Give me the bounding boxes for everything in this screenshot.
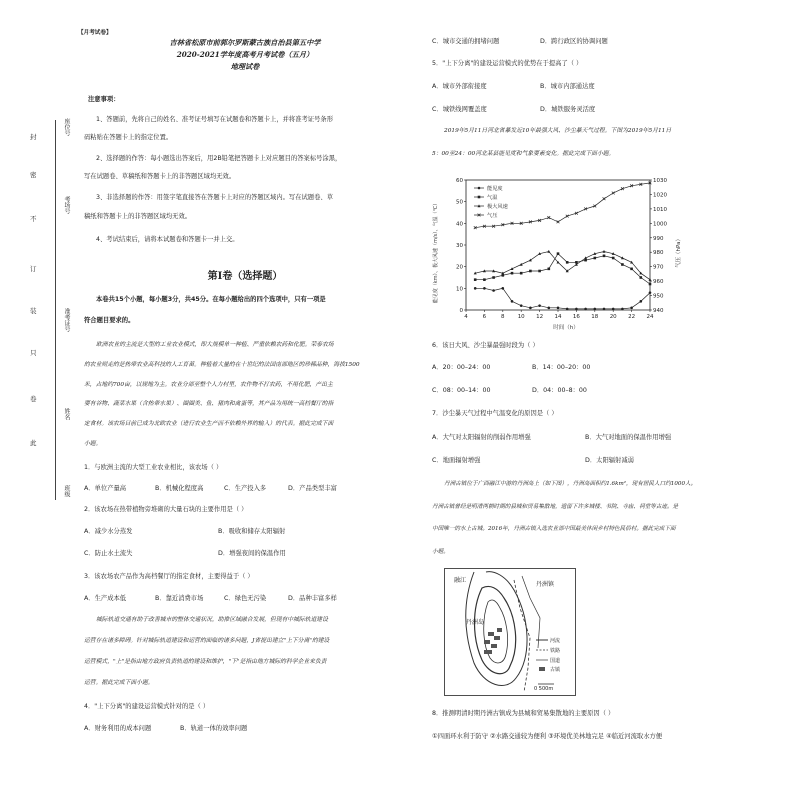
data-point (538, 304, 541, 307)
passage-line: 要有谷物、蔬菜水果（含热带水果）、圈圈类、鱼、猪肉和禽蛋等，其产品为用统一高档餐厅的指 (84, 401, 334, 407)
data-point (612, 257, 615, 260)
data-point (511, 300, 514, 303)
old-town-block (484, 650, 492, 654)
name-field: 姓名 (63, 408, 70, 420)
binding-char: 装 (30, 307, 37, 315)
passage-line: 丹洲古镇曾经是明清两朝时期的县城和贸易集散地，遗留下许多城楼、书院、寺庙、祠堂等古迹。是 (432, 504, 679, 510)
danzhou-map (444, 568, 576, 696)
question-options: ①四面环水利于防守 ②水路交通较为便利 ③环境优美林地完足 ④临近河流取水方便 (432, 733, 663, 740)
data-point (566, 261, 569, 264)
data-point (630, 268, 633, 271)
question-stem: 8．推测明清时期丹洲古镇成为县城和贸易集散地的主要原因（ ） (432, 710, 615, 717)
option-d: D．增强夜间的保温作用 (218, 550, 286, 557)
option-a: A．20：00–24：00 (432, 364, 491, 371)
data-point (584, 308, 587, 311)
old-town-block (491, 644, 497, 648)
data-point (594, 257, 597, 260)
notice-line: 3、非选择题的作答：用签字笔直接答在答题卡上对应的答题区域内。写在试题卷、草 (96, 194, 333, 201)
y-right-tick-label: 950 (653, 293, 664, 300)
data-point (483, 278, 486, 281)
option-c: C．绿色无污染 (224, 595, 267, 602)
data-point (621, 263, 624, 266)
passage-line: 2019年5月11日河北省暴发近10年最强大风、沙尘暴天气过程。下图为2019年5月11日 (444, 128, 672, 134)
passage-line: 丹洲古镇位于广西融江中游的丹洲岛上（如下图），丹洲岛面积约1.6km²，现有居民人口约1000人。 (444, 481, 697, 487)
data-point (603, 308, 606, 311)
passage-line: 的农业则走的是热带农业高科技的人工育苗。种植着大量的在十世纪的法国南部地区的珍稀品种，海拔1500 (84, 362, 360, 368)
data-point (502, 287, 505, 290)
option-d: D．04：00–8：00 (532, 387, 587, 394)
binding-char: 此 (30, 439, 37, 447)
y-left-tick-label: 20 (456, 264, 463, 271)
data-point (511, 272, 514, 275)
question-stem: 1．与欧洲主流的大型工业农业相比，该农场（ ） (84, 464, 223, 471)
old-town-block (488, 632, 494, 636)
island-label: 丹洲岛 (466, 619, 485, 626)
option-d: D．城铁服务灵活度 (540, 106, 596, 113)
x-tick-label: 16 (572, 314, 580, 320)
legend-label: 气压 (487, 213, 498, 219)
class-field: 班级 (63, 485, 70, 497)
data-point (474, 287, 477, 290)
y-left-tick-label: 50 (456, 199, 463, 206)
section-intro: 本卷共15个小题，每小题3分，共45分。在每小题给出的四个选项中，只有一项是 (96, 296, 326, 303)
scale-label: 0 500m (534, 686, 554, 692)
section-intro: 符合题目要求的。 (84, 317, 135, 324)
data-point (603, 250, 606, 253)
option-a: A．财务利用的成本问题 (84, 725, 152, 732)
weather-chart (428, 170, 686, 332)
legend-label: 气温 (487, 195, 498, 201)
data-point (547, 250, 550, 253)
data-point (548, 307, 551, 310)
data-point (529, 259, 532, 262)
data-point (502, 274, 505, 277)
data-point (520, 304, 523, 307)
question-stem: 7．沙尘暴天气过程中气温变化的原因是（ ） (432, 410, 558, 417)
legend-label: 极大风速 (487, 204, 508, 210)
legend-town-swatch (539, 667, 545, 671)
passage-line: 欧洲农业的主流是大型的工业农业模式，即大规模单一种植、严重依赖农药和化肥。荣泰农场 (96, 342, 334, 348)
option-a: A．大气对太阳辐射的削弱作用增强 (432, 434, 531, 441)
data-point (630, 307, 633, 310)
binding-char: 只 (30, 349, 37, 357)
option-c: C．城市交通的拥堵问题 (432, 38, 500, 45)
paper-tag: 【月考试卷】 (78, 30, 112, 36)
passage-line: 小题。 (84, 441, 102, 447)
data-point (483, 287, 486, 290)
y-right-tick-label: 980 (653, 250, 664, 257)
question-stem: 5．"上下分离"的建设运营模式的优势在于提高了（ ） (432, 60, 583, 67)
binding-char: 密 (30, 171, 37, 179)
option-b: B．机械化程度高 (155, 485, 204, 492)
x-tick-label: 20 (609, 314, 617, 320)
binding-char: 不 (30, 215, 37, 223)
data-point (474, 278, 477, 281)
question-stem: 3．该农场农产品作为高档餐厅的指定食材，主要得益于（ ） (84, 573, 254, 580)
x-tick-label: 18 (591, 314, 599, 320)
legend-marker (478, 196, 481, 199)
option-a: A．城市外部衔接度 (432, 83, 487, 90)
old-town-block (497, 628, 502, 632)
binding-line (55, 120, 56, 500)
question-stem: 2．该农场在热带植物旁堆砌的大量石块的主要作用是（ ） (84, 506, 248, 513)
y-left-tick-label: 40 (456, 221, 463, 228)
y-left-tick-label: 10 (456, 286, 463, 293)
data-point (649, 291, 652, 294)
y-right-tick-label: 970 (653, 264, 664, 271)
y-right-tick-label: 1030 (653, 178, 667, 184)
data-point (621, 308, 624, 311)
data-point (640, 300, 643, 303)
x-axis-label: 时间（h） (553, 325, 579, 331)
data-point (575, 308, 578, 311)
x-tick-label: 12 (536, 314, 544, 320)
x-tick-label: 24 (646, 314, 654, 320)
y-right-tick-label: 960 (653, 279, 664, 286)
legend-river: 河流 (550, 638, 561, 644)
data-point (557, 252, 560, 255)
passage-line: 定食材。该农场目前已成为北欧农业（进行农业生产而不依赖外界的输入）的代表。据此完成下面 (84, 421, 334, 427)
option-d: D．太阳辐射减弱 (585, 457, 634, 464)
x-tick-label: 10 (517, 314, 525, 320)
y-right-tick-label: 990 (653, 235, 664, 242)
old-town-block (494, 636, 500, 640)
question-stem: 4．"上下分离"的建设运营模式针对的是（ ） (84, 703, 210, 710)
option-d: D．产品类型丰富 (288, 485, 337, 492)
legend-road: 国道 (550, 658, 561, 664)
old-town-block (484, 640, 490, 644)
exam-title: 2020-2021学年度高考月考试卷（五月） (176, 50, 314, 59)
passage-line: 城际轨道交通有助于改善城市的整体交通状况，助推区域融合发展，但现有中城际轨道建设 (96, 617, 328, 623)
passage-line: 米，占地约700亩，以规地为主。农业分部至整个人力村里，农作物不打农药，不用化肥，产出主 (84, 382, 333, 388)
data-point (649, 278, 652, 281)
town-label: 丹洲镇 (536, 581, 555, 588)
data-point (566, 308, 569, 311)
x-tick-label: 4 (464, 314, 468, 320)
y-left-tick-label: 30 (456, 243, 463, 249)
option-c: C．城铁线网覆盖度 (432, 106, 487, 113)
legend-town: 古镇 (550, 667, 561, 673)
option-d: D．跨行政区的协调问题 (540, 38, 608, 45)
notice-line: 1、答题前，先将自己的姓名、准考证号填写在试题卷和答题卡上，并将准考证号条形 (96, 116, 333, 123)
notice-line: 4、考试结束后，请将本试题卷和答题卡一并上交。 (96, 236, 239, 243)
y-right-tick-label: 1010 (653, 206, 667, 213)
seat-number-field: 座位号 (63, 118, 70, 136)
binding-char: 卷 (30, 395, 37, 403)
y-right-tick-label: 940 (653, 308, 664, 314)
passage-line: 运营。据此完成下面小题。 (84, 680, 154, 686)
data-point (529, 270, 532, 273)
y-right-tick-label: 1020 (653, 192, 667, 199)
notice-line: 码粘贴在答题卡上的指定位置。 (84, 134, 173, 141)
passage-line: 运营存在诸多障碍。针对城际轨道建设和运营的面临的诸多问题，J省提出建立"上下分离"的建设 (84, 638, 330, 644)
admission-number-field: 准考证号 (63, 308, 70, 332)
data-point (492, 289, 495, 292)
option-d: D．品种丰富多样 (288, 595, 337, 602)
option-b: B．大气对地面的保温作用增强 (585, 434, 672, 441)
data-point (492, 276, 495, 279)
series-line-能见度 (475, 288, 650, 309)
x-tick-label: 6 (482, 314, 487, 320)
data-point (603, 197, 606, 200)
notice-line: 稿纸和答题卡上的非答题区域均无效。 (84, 213, 192, 220)
x-tick-label: 14 (554, 314, 562, 320)
option-c: C．地面辐射增强 (432, 457, 481, 464)
option-b: B．城市内部通达度 (540, 83, 595, 90)
option-b: B．靠近消费市场 (155, 595, 204, 602)
option-a: A．生产成本低 (84, 595, 127, 602)
option-c: C．防止水土流失 (84, 550, 133, 557)
binding-char: 订 (30, 265, 37, 273)
data-point (603, 255, 606, 258)
data-point (520, 272, 523, 275)
data-point (557, 307, 560, 310)
subject-title: 地理试卷 (230, 62, 260, 71)
data-point (538, 270, 541, 273)
y-left-tick-label: 60 (456, 178, 463, 184)
passage-line: 5：00至24：00河北某县能见度和气象要素变化。据此完成下面小题。 (432, 151, 615, 157)
notice-line: 2、选择题的作答：每小题选出答案后，用2B铅笔把答题卡上对应题目的答案标号涂黑， (96, 155, 342, 162)
option-c: C．08：00–14：00 (432, 387, 491, 394)
data-point (594, 308, 597, 311)
legend-marker (478, 187, 481, 190)
option-a: A．单位产量高 (84, 485, 127, 492)
legend-label: 能见度 (487, 186, 503, 192)
data-point (649, 283, 652, 286)
x-tick-label: 8 (501, 314, 505, 320)
y-axis-right-label: 气压（hPa） (676, 236, 682, 268)
series-line-气温 (475, 254, 650, 284)
notice-title: 注意事项： (88, 96, 120, 103)
exam-room-field: 考场号 (63, 196, 70, 214)
question-stem: 6．该日大风、沙尘暴最强时段为（ ） (432, 342, 539, 349)
option-a: A．减少水分蒸发 (84, 528, 133, 535)
legend-railway: 铁路 (550, 648, 561, 654)
data-point (584, 259, 587, 262)
data-point (612, 192, 615, 195)
data-point (612, 308, 615, 311)
notice-line: 写在试题卷、草稿纸和答题卡上的非答题区域均无效。 (84, 173, 236, 180)
binding-char: 封 (30, 133, 37, 141)
option-b: B．轨道一体的效率问题 (180, 725, 248, 732)
option-b: B．吸收和储存太阳辐射 (218, 528, 286, 535)
y-left-tick-label: 0 (459, 308, 463, 314)
data-point (640, 276, 643, 279)
passage-line: 运营模式，"上"是指由地方政府负责轨道的建设和维护，"下"是指由地方城际的科学企业来负责 (84, 659, 327, 665)
y-axis-left-label: 能见度（km）、极大风速（m/s）、气温（℃） (433, 200, 439, 304)
data-point (529, 307, 532, 310)
x-tick-label: 22 (628, 314, 636, 320)
school-title: 吉林省松原市前郭尔罗斯蒙古族自治县第五中学 (169, 38, 321, 47)
river-label: 融江 (454, 577, 467, 584)
option-c: C．生产投入多 (224, 485, 267, 492)
y-right-tick-label: 1000 (653, 221, 667, 228)
data-point (548, 268, 551, 271)
section-title: 第Ⅰ卷（选择题） (207, 271, 283, 282)
option-b: B．14：00–20：00 (532, 364, 591, 371)
data-point (557, 220, 560, 223)
passage-line: 中国唯一的水上古城。2016年，丹洲古镇入选农业部中国最美休闲乡村特色民俗村。据此完成下面 (432, 526, 676, 532)
passage-line: 小题。 (432, 549, 449, 555)
